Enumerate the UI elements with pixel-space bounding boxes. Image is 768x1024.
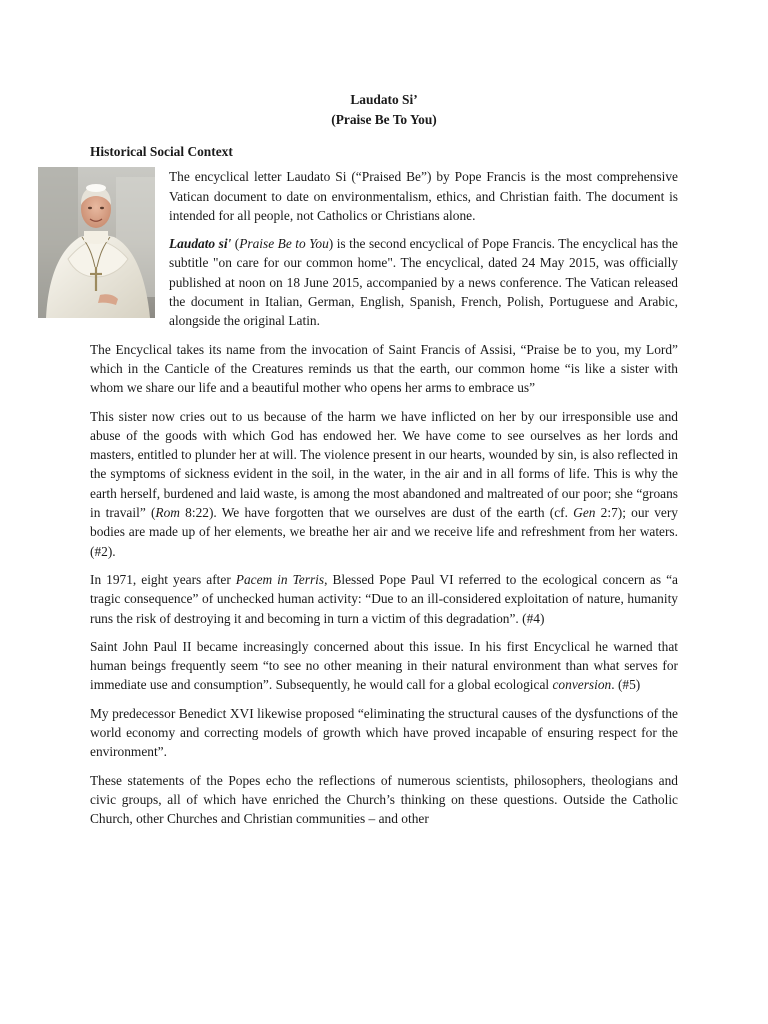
- paragraph-4-part-1: This sister now cries out to us because of the harm we have inflicted on her by our irresponsible use and abuse of the goods with which God has endowed her. We have come to see ourselves as her lords and masters, entitled to plunder her at will. The violence present in our hearts, wounded by sin, is also reflected in the symptoms of sickness evident in the soil, in the water, in the air and in all forms of life. This is why the earth herself, burdened and laid waste, is among the most abandoned and maltreated of our poor; she “groans in travail” (: [90, 408, 678, 521]
- paragraph-6-part-1: Saint John Paul II became increasingly concerned about this issue. In his first Encyclical he warned that human beings frequently seem “to see no other meaning in their natural environment than what serves for immediate use and consumption”. Subsequently, he would call for a global ecological: [90, 638, 678, 693]
- paragraph-7: My predecessor Benedict XVI likewise proposed “eliminating the structural causes of the dysfunctions of the world economy and correcting models of growth which have proved incapable of ensuring respect for the environment”.: [90, 705, 678, 760]
- paragraph-2-open-paren: (: [231, 236, 240, 252]
- paragraph-6-part-2: . (#5): [611, 677, 641, 693]
- title-line-1: Laudato Si’: [350, 92, 418, 107]
- paragraph-3: The Encyclical takes its name from the invocation of Saint Francis of Assisi, “Praise be to you, my Lord” which in the Canticle of the Creatures reminds us that the earth, our common home “is like a sister with whom we share our life and a beautiful mother who opens her arms to embrace us”: [90, 341, 678, 396]
- section-heading: Historical Social Context: [90, 144, 233, 159]
- paragraph-2: [90, 234, 678, 330]
- encyclical-title-term: Laudato si': [169, 236, 232, 252]
- intro-block: [90, 167, 678, 330]
- document-page: [90, 90, 678, 838]
- paragraph-2-body: ) is the second encyclical of Pope Francis. The encyclical has the subtitle "on care for our common home". The encyclical, dated 24 May 2015, was officially published at noon on 18 June 2015, accompanied by a news conference. The Vatican released the document in Italian, German, English, Spanish, French, Polish, Portuguese and Arabic, alongside the original Latin.: [169, 236, 678, 329]
- title-line-2: (Praise Be To You): [331, 112, 437, 127]
- paragraph-5: [90, 570, 678, 628]
- paragraph-5-part-2: , Blessed Pope Paul VI referred to the ecological concern as “a tragic consequence” of unchecked human activity: “Due to an ill-considered exploitation of nature, humanity runs the risk of destroying it and becoming in turn a victim of this degradation”. (#4): [90, 571, 678, 626]
- paragraph-1: The encyclical letter Laudato Si (“Praised Be”) by Pope Francis is the most comprehensive Vatican document to date on environmentalism, ethics, and Christian faith. The document is intended for all people, not Catholics or Christians alone.: [169, 169, 678, 223]
- document-title: [90, 90, 678, 130]
- scripture-ref-romans: Rom: [155, 505, 180, 521]
- pacem-in-terris-ref: Pacem in Terris: [235, 571, 325, 587]
- paragraph-8: These statements of the Popes echo the reflections of numerous scientists, philosophers, theologians and civic groups, all of which have enriched the Church’s thinking on these questions. Outside the Catholic Church, other Churches and Christian communities – and other: [90, 772, 678, 827]
- pope-portrait-photo: [38, 167, 155, 318]
- paragraph-5-part-1: In 1971, eight years after: [90, 571, 236, 587]
- paragraph-4-part-2: 8:22). We have forgotten that we ourselves are dust of the earth (cf.: [179, 505, 574, 521]
- paragraph-6: [90, 637, 678, 695]
- encyclical-translation-term: Praise Be to You: [239, 236, 329, 252]
- paragraph-4-part-3: 2:7); our very bodies are made up of her elements, we breathe her air and we receive life and refreshment from her waters. (#2).: [90, 505, 678, 559]
- conversion-term: conversion: [552, 677, 612, 693]
- scripture-ref-genesis: Gen: [573, 505, 596, 521]
- paragraph-4: [90, 407, 678, 561]
